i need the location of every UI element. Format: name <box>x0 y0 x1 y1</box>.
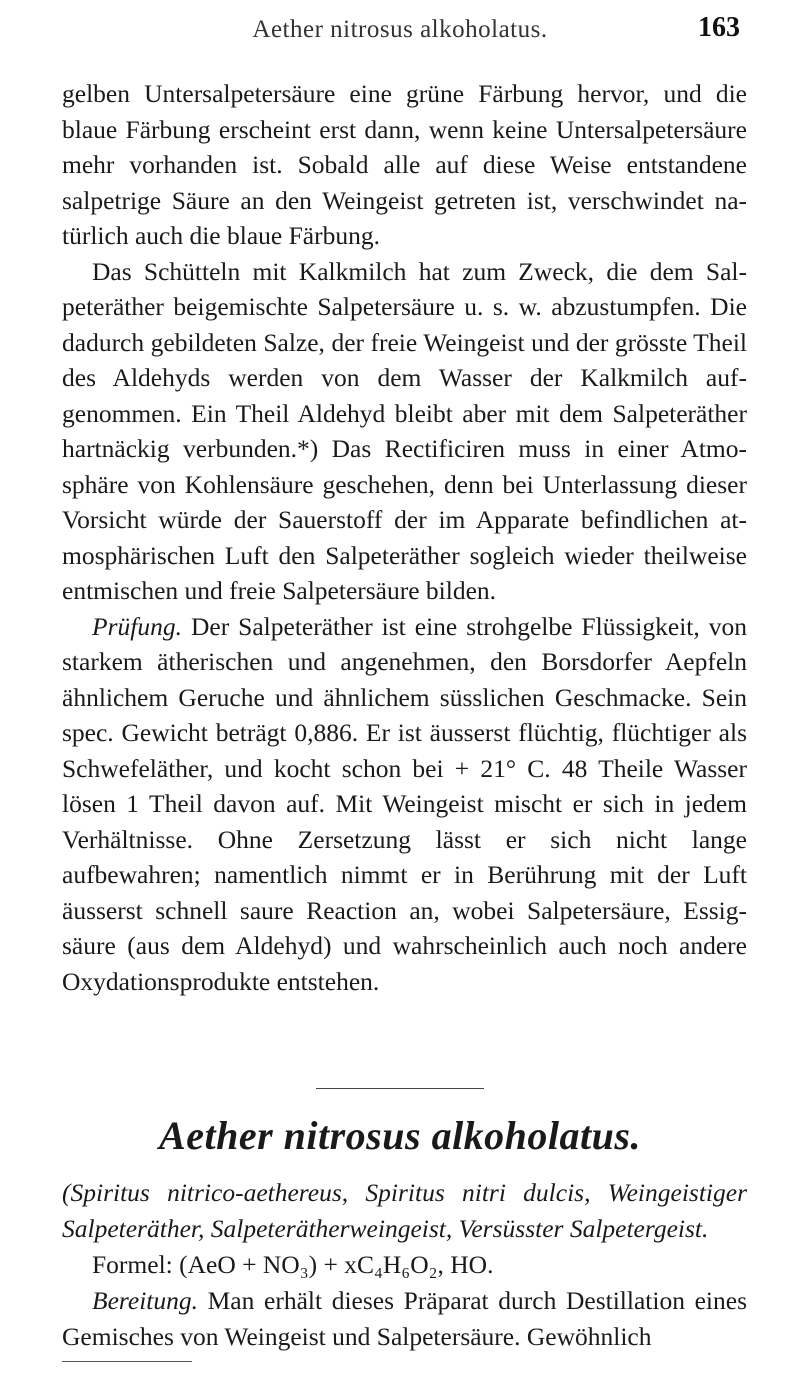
page-number: 163 <box>698 12 740 43</box>
pruefung-text: Der Salpeteräther ist eine strohgelbe Flüssigkeit, von starkem ätherischen und angenehmen, den Borsdorfer Aepfeln ähnlichem Geruche und ähnlichem süsslichen Geschmacke. Sein spec. Gewicht beträgt 0,886. Er ist äusserst flüchtig, flüchtiger als Schwefeläther, und kocht schon bei + 21° C. 48 Theile Wasser lösen 1 Theil davon auf. Mit Weingeist mischt er sich in jedem Verhältnisse. Ohne Zersetzung lässt er sich nicht lange aufbewahren; namentlich nimmt er in Berührung mit der Luft äusserst schnell saure Reaction an, wobei Salpetersäure, Essig- säure (aus dem Aldehyd) und wahrscheinlich auch noch andere Oxydationsprodukte entstehen. <box>62 611 747 996</box>
bereitung-lead: Bereitung. <box>92 1286 198 1315</box>
running-title: Aether nitrosus alkoholatus. <box>252 16 548 43</box>
pruefung-lead: Prüfung. <box>92 611 182 641</box>
paragraph-continuation: gelben Untersalpetersäure eine grüne Färbung hervor, und die blaue Färbung erscheint erst dann, wenn keine Untersalpetersäure mehr vorhanden ist. Sobald alle auf diese Weise entstandene salpetrige Säure an den Weingeist getreten ist, verschwindet na- türlich auch die blaue Färbung. <box>62 79 747 250</box>
bereitung-block <box>62 1283 747 1354</box>
running-head <box>0 8 800 50</box>
section-separator <box>316 1088 484 1089</box>
paragraph-bereitung <box>62 1283 747 1354</box>
footnote-rule <box>62 1361 192 1362</box>
bereitung-text: Man erhält dieses Präparat durch Destillation eines Gemisches von Weingeist und Salpetersäure. Gewöhnlich <box>62 1286 747 1351</box>
synonyms: (Spiritus nitrico-aethereus, Spiritus nitri dulcis, Weingeistiger Salpeteräther, Salpeterätherweingeist, Versüsster Salpetergeist. <box>62 1178 747 1243</box>
chemical-formula: Formel: (AeO + NO₃) + xC₄H₆O₂, HO. <box>92 1250 494 1279</box>
paragraph-kalkmilch: Das Schütteln mit Kalkmilch hat zum Zweck, die dem Sal- peteräther beigemischte Salpetersäure u. s. w. abzustumpfen. Die dadurch gebildeten Salze, der freie Weingeist und der grösste Theil des Aldehyds werden von dem Wasser der Kalkmilch auf- genommen. Ein Theil Aldehyd bleibt aber mit dem Salpeteräther hartnäckig verbunden.*) Das Rectificiren muss in einer Atmo- sphäre von Kohlensäure geschehen, denn bei Unterlassung dieser Vorsicht würde der Sauerstoff der im Apparate befindlichen at- mosphärischen Luft den Salpeteräther sogleich wieder theilweise entmischen und freie Salpetersäure bilden. <box>62 256 747 605</box>
body-text <box>62 76 747 999</box>
paragraph-pruefung <box>62 609 747 1000</box>
section-heading: Aether nitrosus alkoholatus. <box>159 1113 641 1158</box>
